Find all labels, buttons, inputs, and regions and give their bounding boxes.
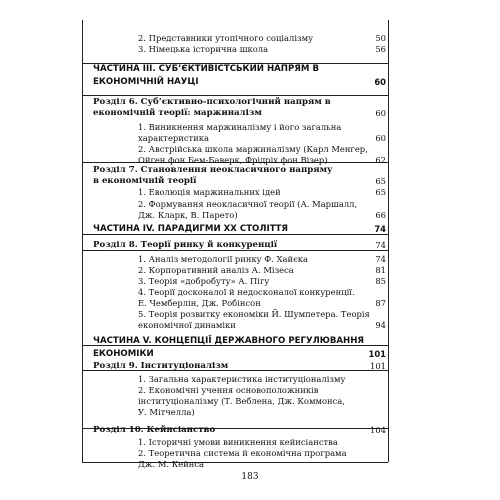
toc-entry-page: 87 <box>375 298 386 308</box>
separator <box>82 462 388 463</box>
toc-entry-title: 3. Німецька історична школа <box>138 44 269 54</box>
toc-part-title: ЕКОНОМІЧНІЙ НАУЦІ <box>93 77 199 87</box>
toc-entry-page: 74 <box>375 254 386 264</box>
toc-entry-page: 94 <box>375 320 386 330</box>
toc-entry-title: 2. Австрійська школа маржиналізму (Карл Менгер, <box>138 144 368 154</box>
toc-section-title: Розділ 8. Теорії ринку й конкуренції <box>93 240 278 250</box>
toc-entry-title: 3. Теорія «добробуту» А. Пігу <box>138 276 270 286</box>
toc-entry-title: Е. Чемберлін, Дж. Робінсон <box>138 298 261 308</box>
toc-entry-title: 4. Теорії досконалої й недосконалої конкуренції. <box>138 287 355 297</box>
toc-entry-title: 5. Теорія розвитку економіки Й. Шумпетера. Теорія <box>138 309 370 319</box>
toc-entry-title: 2. Економічні учення основоположників <box>138 385 319 395</box>
toc-entry-title: 1. Аналіз методології ринку Ф. Хайєка <box>138 254 308 264</box>
toc-entry-title: 2. Корпоративний аналіз А. Мізеса <box>138 265 294 275</box>
toc-part-title: ЧАСТИНА IV. ПАРАДИГМИ XX СТОЛІТТЯ <box>93 224 289 234</box>
toc-section-title: в економічній теорії <box>93 176 197 186</box>
toc-entry-title: Дж. М. Кейнса <box>138 459 205 469</box>
toc-section-title: Розділ 9. Інституціоналізм <box>93 361 229 371</box>
toc-entry-title: У. Мітчелла) <box>138 407 195 417</box>
toc-part-page: 60 <box>374 77 386 87</box>
frame-right <box>388 20 389 462</box>
toc-part-title: ЕКОНОМІКИ <box>93 349 154 359</box>
page-number: 183 <box>241 472 259 482</box>
toc-entry-page: 66 <box>375 210 386 220</box>
toc-entry-page: 81 <box>375 265 386 275</box>
toc-entry-page: 85 <box>375 276 386 286</box>
toc-section-page: 74 <box>375 240 386 250</box>
frame-left <box>82 20 83 462</box>
toc-part-title: ЧАСТИНА V. КОНЦЕПЦІЇ ДЕРЖАВНОГО РЕГУЛЮВАННЯ <box>93 336 365 346</box>
toc-part-page: 101 <box>368 349 386 359</box>
toc-entry-title: 1. Еволюція маржинальних ідей <box>138 187 281 197</box>
toc-entry-title: Ойген фон Бем-Баверк, Фрідріх фон Візер) <box>138 155 328 165</box>
toc-entry-title: економічної динаміки <box>138 320 236 330</box>
toc-entry-page: 60 <box>375 133 386 143</box>
toc-entry-page: 62 <box>375 155 386 165</box>
toc-entry-page: 50 <box>375 33 386 43</box>
toc-entry-title: 2. Формування неокласичної теорії (А. Маршалл, <box>138 199 358 209</box>
toc-section-page: 104 <box>370 425 386 435</box>
toc-entry-title: інституціоналізму (Т. Веблена, Дж. Коммонса, <box>138 396 345 406</box>
toc-section-title: Розділ 6. Суб’єктивно-психологічний напрям в <box>93 97 331 107</box>
toc-entry-title: 1. Виникнення маржиналізму і його загальна <box>138 122 342 132</box>
toc-entry-page: 56 <box>375 44 386 54</box>
toc-part-title: ЧАСТИНА III. СУБ’ЄКТИВІСТСЬКИЙ НАПРЯМ В <box>93 64 319 74</box>
toc-entry-title: 2. Теоретична система й економічна програма <box>138 448 347 458</box>
toc-section-page: 101 <box>370 361 386 371</box>
toc-section-title: Розділ 10. Кейнсіанство <box>93 425 216 435</box>
separator <box>82 95 388 96</box>
toc-section-title: Розділ 7. Становлення неокласичного напряму <box>93 165 333 175</box>
toc-entry-title: характеристика <box>138 133 209 143</box>
toc-entry-title: 1. Історичні умови виникнення кейнсіанства <box>138 437 338 447</box>
toc-entry-title: Дж. Кларк, В. Парето) <box>138 210 238 220</box>
toc-entry-title: 2. Представники утопічного соціалізму <box>138 33 314 43</box>
toc-entry-title: 1. Загальна характеристика інституціоналізму <box>138 374 346 384</box>
toc-section-page: 60 <box>375 108 386 118</box>
toc-entry-page: 65 <box>375 187 386 197</box>
toc-section-title: економічній теорії: маржиналізм <box>93 108 262 118</box>
toc-part-page: 74 <box>374 224 386 234</box>
toc-section-page: 65 <box>375 176 386 186</box>
